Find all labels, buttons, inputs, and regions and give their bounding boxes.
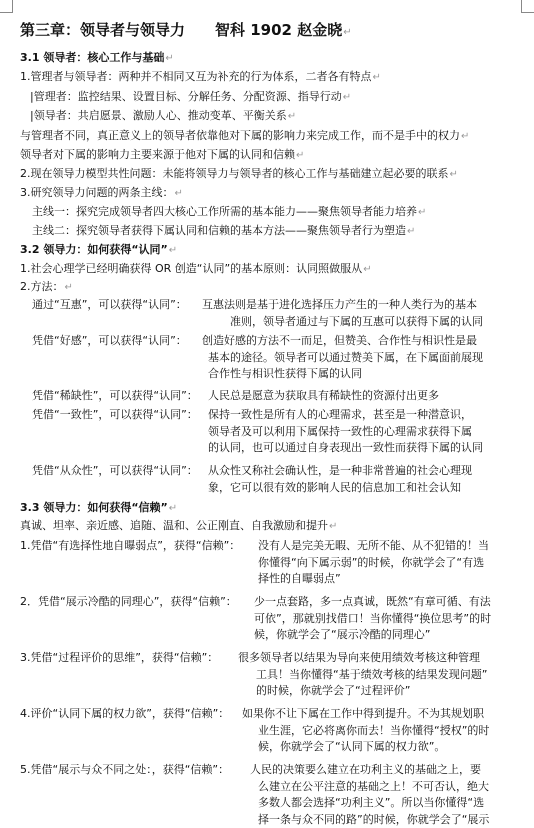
item-line: 人民的决策要么建立在功利主义的基础之上，要 <box>250 762 489 779</box>
item-label: 凭借“稀缺性”，可以获得“认同”： <box>32 388 198 404</box>
item-line: 互惠法则是基于进化选择压力产生的一种人类行为的基本 <box>202 297 483 314</box>
item-line: 从众性又称社会确认性，是一种非常普遍的社会心理现 <box>208 463 472 480</box>
paragraph: 与管理者不同，真正意义上的领导者依靠他对下属的影响力来完成工作，而不是手中的权力↵ <box>20 128 469 145</box>
paragraph: 主线二：探究领导者获得下属认同和信赖的基本方法——聚焦领导者行为塑造↵ <box>32 223 415 240</box>
item-line: 么建立在公平注意的基础之上！不可否认，绝大 <box>250 779 489 796</box>
item-line: 很多领导者以结果为导向来使用绩效考核这种管理 <box>238 650 487 667</box>
item-body <box>202 333 483 383</box>
section-heading: 3.3 领导力：如何获得“信赖”↵ <box>20 500 177 517</box>
paragraph: 3.研究领导力问题的两条主线：↵ <box>20 185 183 202</box>
page-corner-mark <box>0 0 13 13</box>
item-body <box>242 706 489 756</box>
item-line: 的认同，也可以通过自身表现出一致性而获得下属的认同 <box>208 440 483 457</box>
item-line: 准则，领导者通过与下属的互惠可以获得下属的认同 <box>202 314 483 331</box>
item-line: 如果你不让下属在工作中得到提升。不为其规划职 <box>242 706 489 723</box>
paragraph: 2.方法：↵ <box>20 279 73 296</box>
item-line: 保持一致性是所有人的心理需求，甚至是一种潜意识， <box>208 407 483 424</box>
item-line: 合作性与相识性获得下属的认同 <box>202 366 483 383</box>
section-heading: 3.2 领导力：如何获得“认同”↵ <box>20 242 177 259</box>
item-label: 通过“互惠”，可以获得“认同”： <box>32 297 187 313</box>
item-line: 创造好感的方法不一而足，但赞美、合作性与相识性是最 <box>202 333 483 350</box>
paragraph: |领导者：共启愿景、激励人心、推动变革、平衡关系↵ <box>30 108 296 125</box>
item-line: 基本的途径。领导者可以通过赞美下属，在下属面前展现 <box>202 350 483 367</box>
item-line: 领导者及可以利用下属保持一致性的心理需求获得下属 <box>208 424 483 441</box>
item-label: 凭借“好感”，可以获得“认同”： <box>32 333 187 349</box>
item-body <box>254 594 491 644</box>
item-line: 候，你就学会了“认同下属的权力欲”。 <box>242 739 489 756</box>
item-body <box>250 762 489 828</box>
paragraph: 主线一：探究完成领导者四大核心工作所需的基本能力——聚焦领导者能力培养↵ <box>32 204 426 221</box>
document-title: 第三章：领导者与领导力 智科 1902 赵金晓↵ <box>20 20 352 43</box>
item-line: 可依”，那就别找借口！当你懂得“换位思考”的时 <box>254 611 491 628</box>
item-body <box>202 297 483 330</box>
item-label: 凭借“从众性”，可以获得“认同”： <box>32 463 198 479</box>
paragraph: |管理者：监控结果、设置目标、分解任务、分配资源、指导行动↵ <box>30 89 351 106</box>
item-line: 的时候，你就学会了“过程评价” <box>238 683 487 700</box>
item-body <box>258 538 489 588</box>
item-line: 象，它可以很有效的影响人民的信息加工和社会认知 <box>208 480 472 497</box>
item-line: 人民总是愿意为获取具有稀缺性的资源付出更多 <box>208 388 439 405</box>
item-label: 4.评价“认同下属的权力欲”，获得“信赖”： <box>20 706 229 722</box>
item-line: 你懂得“向下属示弱”的时候，你就学会了“有选 <box>258 555 489 572</box>
item-label: 凭借“一致性”，可以获得“认同”： <box>32 407 198 423</box>
paragraph: 1.管理者与领导者：两种并不相同又互为补充的行为体系，二者各有特点↵ <box>20 69 381 86</box>
item-line: 择性的自曝弱点” <box>258 571 489 588</box>
item-label: 1.凭借“有选择性地自曝弱点”，获得“信赖”： <box>20 538 240 554</box>
item-line: 多数人都会选择“功利主义”。所以当你懂得“选 <box>250 795 489 812</box>
item-body <box>208 463 472 496</box>
item-line: 没有人是完美无暇、无所不能、从不犯错的！当 <box>258 538 489 555</box>
section-heading: 3.1 领导者：核心工作与基础↵ <box>20 50 174 67</box>
item-body <box>208 388 439 405</box>
item-line: 少一点套路，多一点真诚，既然“有章可循、有法 <box>254 594 491 611</box>
item-body <box>238 650 487 700</box>
paragraph: 领导者对下属的影响力主要来源于他对下属的认同和信赖↵ <box>20 147 304 164</box>
item-label: 3.凭借“过程评价的思维”，获得“信赖”： <box>20 650 218 666</box>
item-body <box>208 407 483 457</box>
item-line: 业生涯，它必将离你而去！当你懂得“授权”的时 <box>242 723 489 740</box>
paragraph: 1.社会心理学已经明确获得 OR 创造“认同”的基本原则：认同照做服从↵ <box>20 261 372 278</box>
paragraph: 2.现在领导力模型共性问题：未能将领导力与领导者的核心工作与基础建立起必要的联系↵ <box>20 166 458 183</box>
item-label: 2．凭借“展示冷酷的同理心”，获得“信赖”： <box>20 594 237 610</box>
page-corner-mark <box>521 0 534 13</box>
item-line: 候，你就学会了“展示冷酷的同理心” <box>254 627 491 644</box>
item-line: 择一条与众不同的路”的时候，你就学会了“展示 <box>250 812 489 828</box>
item-label: 5.凭借“展示与众不同之处：，获得“信赖”： <box>20 762 229 778</box>
paragraph: 真诚、坦率、亲近感、追随、温和、公正刚直、自我激励和提升↵ <box>20 518 337 535</box>
item-line: 工具！当你懂得“基于绩效考核的结果发现问题” <box>238 667 487 684</box>
